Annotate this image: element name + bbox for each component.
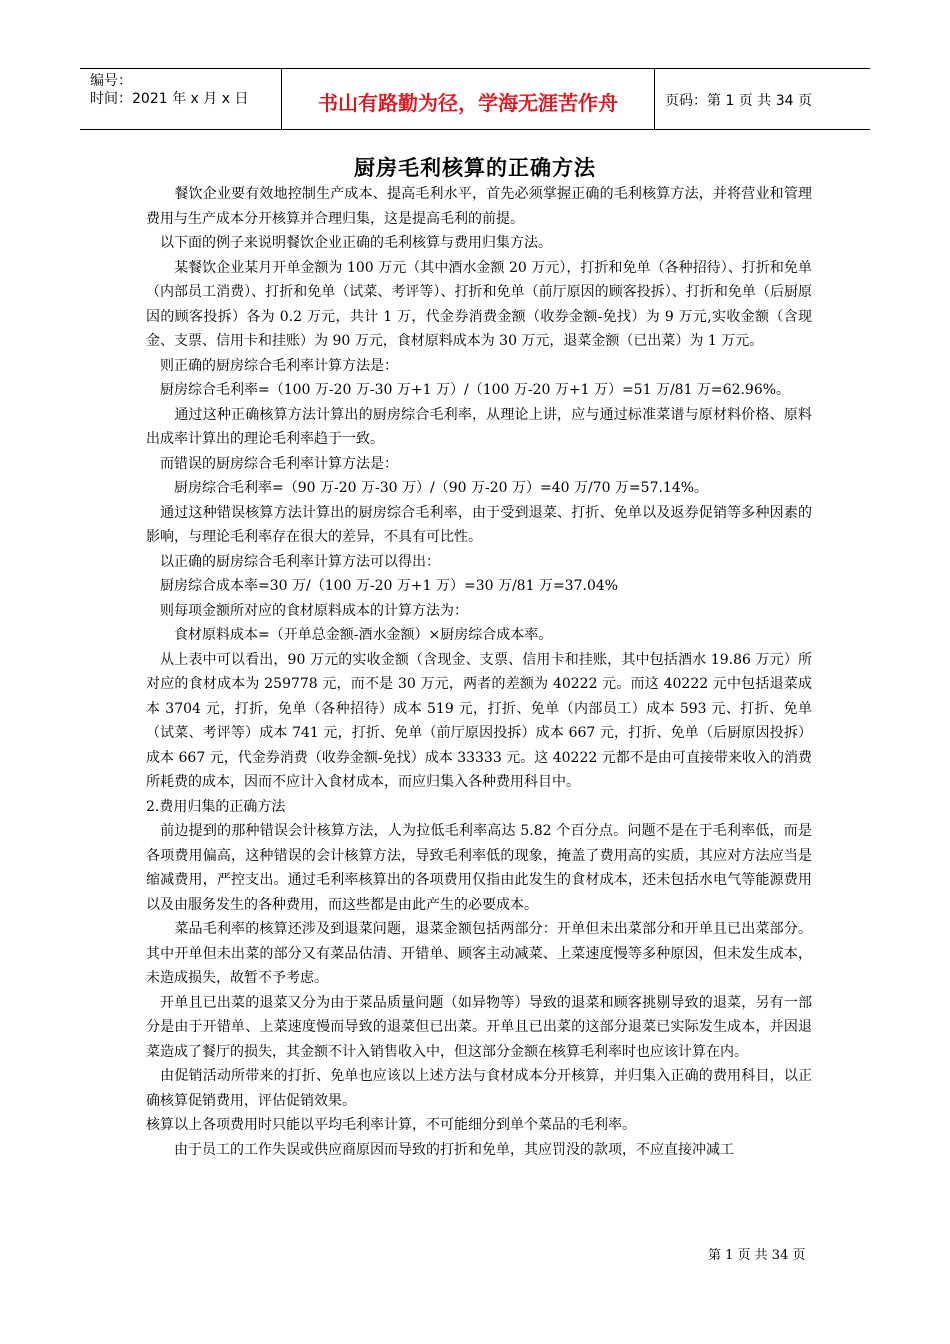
page-header xyxy=(80,68,870,130)
document-date: 时间：2021 年 x 月 x 日 xyxy=(90,91,249,107)
page-footer: 第 1 页 共 34 页 xyxy=(708,1248,806,1263)
paragraph: 食材原料成本=（开单总金额-酒水金额）×厨房综合成本率。 xyxy=(146,627,553,643)
paragraph: 而错误的厨房综合毛利率计算方法是： xyxy=(146,455,398,472)
paragraph: 核算以上各项费用时只能以平均毛利率计算，不可能细分到单个菜品的毛利率。 xyxy=(146,1117,636,1133)
paragraph: 菜品毛利率的核算还涉及到退菜问题，退菜金额包括两部分：开单但未出菜部分和开单且已出菜部分。其中开单但未出菜的部分又有菜品估清、开错单、顾客主动减菜、上菜速度慢等多种原因，但未发生成本，未造成损失，故暂不予考虑。 xyxy=(146,921,812,986)
header-meta xyxy=(80,69,282,129)
section-heading: 2.费用归集的正确方法 xyxy=(146,798,286,815)
header-page-number: 页码：第 1 页 共 34 页 xyxy=(665,93,812,109)
paragraph: 前边提到的那种错误会计核算方法，人为拉低毛利率高达 5.82 个百分点。问题不是在于毛利率低，而是各项费用偏高，这种错误的会计核算方法，导致毛利率低的现象，掩盖了费用高的实质，其应对方法应当是缩减费用，严控支出。通过毛利率核算出的各项费用仅指由此发生的食材成本，还未包括水电气等能源费用以及由服务发生的各种费用，而这些都是由此产生的必要成本。 xyxy=(146,823,812,913)
paragraph: 以下面的例子来说明餐饮企业正确的毛利核算与费用归集方法。 xyxy=(146,235,552,251)
paragraph: 以正确的厨房综合毛利率计算方法可以得出： xyxy=(146,553,440,570)
paragraph: 厨房综合毛利率=（100 万-20 万-30 万+1 万）/（100 万-20 万+1 万）=51 万/81 万=62.96%。 xyxy=(146,382,791,398)
document-body xyxy=(146,182,812,1162)
paragraph: 某餐饮企业某月开单金额为 100 万元（其中酒水金额 20 万元），打折和免单（各种招待）、打折和免单（内部员工消费）、打折和免单（试菜、考评等）、打折和免单（前厅原因的顾客投拆）、打折和免单（后厨原因的顾客投拆）各为 0.2 万元，共计 1 万，代金券消费金额（收券金额-免找）为 9 万元,实收金额（含现金、支票、信用卡和挂账）为 90 万元，食材原料成本为 30 万元，退菜金额（已出菜）为 1 万元。 xyxy=(146,259,812,349)
paragraph: 通过这种正确核算方法计算出的厨房综合毛利率，从理论上讲，应与通过标准菜谱与原材料价格、原料出成率计算出的理论毛利率趋于一致。 xyxy=(146,406,812,447)
header-motto: 书山有路勤为径，学海无涯苦作舟 xyxy=(282,69,655,129)
paragraph: 厨房综合毛利率=（90 万-20 万-30 万）/（90 万-20 万）=40 万/70 万=57.14%。 xyxy=(146,480,709,496)
paragraph: 从上表中可以看出，90 万元的实收金额（含现金、支票、信用卡和挂账，其中包括酒水 19.86 万元）所对应的食材成本为 259778 元，而不是 30 万元，两者的差额为 40222 元。而这 40222 元中包括退菜成本 3704 元，打折，免单（各种招待）成本 519 元，打折、免单（内部员工）成本 593 元、打折、免单（试菜、考评等）成本 741 元，打折、免单（前厅原因投拆）成本 667 元，打折、免单（后厨原因投拆）成本 667 元，代金券消费（收券金额-免找）成本 33333 元。这 40222 元都不是由可直接带来收入的消费所耗费的成本，因而不应计入食材成本，而应归集入各种费用科目中。 xyxy=(146,651,812,790)
paragraph: 通过这种错误核算方法计算出的厨房综合毛利率，由于受到退菜、打折、免单以及返券促销等多种因素的影响，与理论毛利率存在很大的差异，不具有可比性。 xyxy=(146,504,812,545)
document-number: 编号： xyxy=(90,73,132,89)
paragraph: 厨房综合成本率=30 万/（100 万-20 万+1 万）=30 万/81 万=37.04% xyxy=(146,578,619,594)
paragraph: 由于员工的工作失误或供应商原因而导致的打折和免单，其应罚没的款项，不应直接冲减工 xyxy=(146,1141,734,1158)
document-title: 厨房毛利核算的正确方法 xyxy=(354,156,596,180)
paragraph: 由促销活动所带来的打折、免单也应该以上述方法与食材成本分开核算，并归集入正确的费用科目，以正确核算促销费用，评估促销效果。 xyxy=(146,1068,812,1109)
paragraph: 开单且已出菜的退菜又分为由于菜品质量问题（如异物等）导致的退菜和顾客挑剔导致的退菜，另有一部分是由于开错单、上菜速度慢而导致的退菜但已出菜。开单且已出菜的这部分退菜已实际发生成本，并因退菜造成了餐厅的损失，其金额不计入销售收入中，但这部分金额在核算毛利率时也应该计算在内。 xyxy=(146,994,812,1060)
paragraph: 则正确的厨房综合毛利率计算方法是： xyxy=(146,357,398,374)
paragraph: 餐饮企业要有效地控制生产成本、提高毛利水平，首先必须掌握正确的毛利核算方法，并将营业和管理费用与生产成本分开核算并合理归集，这是提高毛利的前提。 xyxy=(146,186,812,227)
paragraph: 则每项金额所对应的食材原料成本的计算方法为： xyxy=(146,602,468,619)
